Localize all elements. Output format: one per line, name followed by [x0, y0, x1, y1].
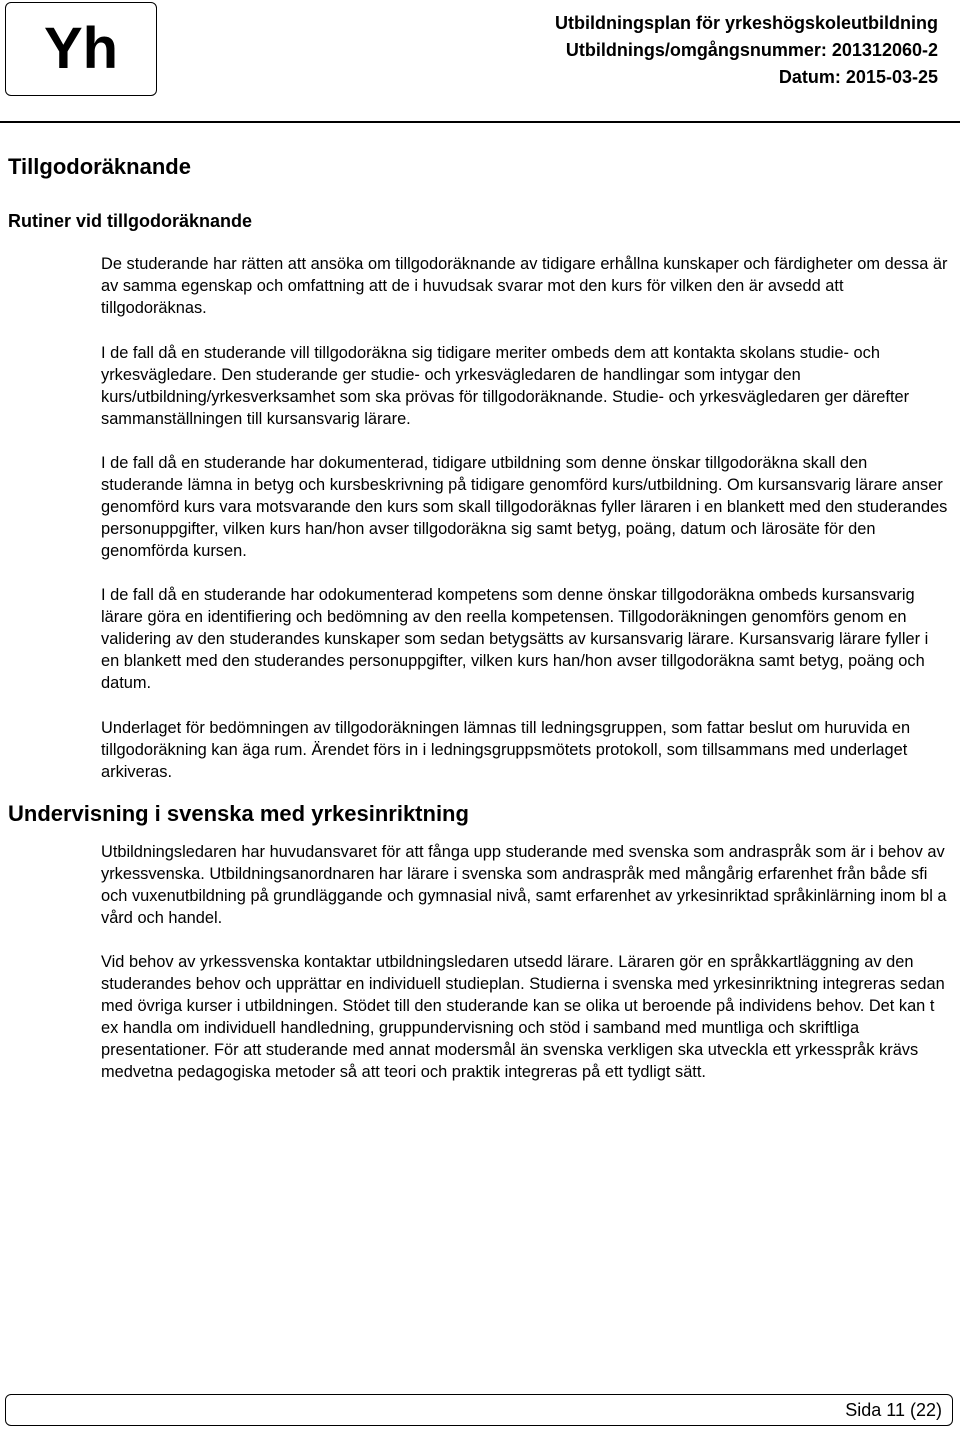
header-program-number: Utbildnings/omgångsnummer: 201312060-2 — [565, 40, 938, 60]
paragraph: I de fall då en studerande vill tillgodoräkna sig tidigare meriter ombeds dem att kontakta skolans studie- och yrkesvägledare. Den studerande ger studie- och yrkesvägledaren de handlingar som intygar den kurs/utbildning/yrkesverksamhet som ska prövas för tillgodoräknande. Studie- och yrkesvägledaren ger därefter sammanställningen till kursansvarig lärare. — [101, 344, 910, 428]
header-divider — [0, 121, 960, 123]
header-date: Datum: 2015-03-25 — [778, 67, 938, 87]
page-number: Sida 11 (22) — [845, 1400, 942, 1420]
logo-text: Yh — [43, 16, 119, 81]
page-footer — [5, 1394, 953, 1426]
header-plan-title: Utbildningsplan för yrkeshögskoleutbildning — [554, 13, 938, 33]
paragraph: Utbildningsledaren har huvudansvaret för att fånga upp studerande med svenska som andraspråk som är i behov av yrkessvenska. Utbildningsanordnaren har lärare i svenska som andraspråk med mångårig erfarenhet från både sfi och vuxenutbildning på grundläggande och gymnasial nivå, samt erfarenhet av yrkesinriktad språkinlärning inom bl a vård och handel. — [101, 843, 947, 927]
paragraph: De studerande har rätten att ansöka om tillgodoräknande av tidigare erhållna kunskaper och färdigheter om dessa är av samma egenskap och omfattning att de i huvudsak svarar mot den kurs för vilken den är avsedd att tillgodoräknas. — [101, 255, 948, 317]
paragraph: Vid behov av yrkessvenska kontaktar utbildningsledaren utsedd lärare. Läraren gör en språkkartläggning av den studerandes behov och upprättar en individuell studieplan. Studierna i svenska med yrkesinriktning integreras sedan med övriga kurser i utbildningen. Stödet till den studerande kan se olika ut beroende på individens behov. Det kan t ex handla om individuell handledning, gruppundervisning och stöd i samband med muntliga och skriftliga presentationer. För att studerande med annat modersmål än svenska verkligen ska utveckla ett yrkesspråk krävs medvetna pedagogiska metoder så att teori och praktik integreras på ett tydligt sätt. — [101, 953, 945, 1081]
section-title-swedish-teaching: Undervisning i svenska med yrkesinriktning — [8, 801, 469, 826]
subsection-title-routines: Rutiner vid tillgodoräknande — [8, 211, 253, 231]
document-header — [555, 10, 938, 91]
paragraph: I de fall då en studerande har odokumenterad kompetens som denne önskar tillgodoräkna ombeds kursansvarig lärare göra en identifiering och bedömning av den reella kompetensen. Tillgodoräkningen genomförs genom en validering av den studerandes kunskaper som sedan betygsätts av kursansvarig lärare. Kursansvarig lärare fyller i en blankett med den studerandes personuppgifter, vilken kurs han/hon avser tillgodoräkna samt betyg, poäng och datum. — [101, 586, 929, 692]
section-title-credit-transfer: Tillgodoräknande — [8, 154, 191, 179]
logo — [5, 2, 157, 96]
paragraph: Underlaget för bedömningen av tillgodoräkningen lämnas till ledningsgruppen, som fattar beslut om huruvida en tillgodoräkning kan äga rum. Ärendet förs in i ledningsgruppsmötets protokoll, som tillsammans med underlaget arkiveras. — [101, 719, 911, 781]
paragraph: I de fall då en studerande har dokumenterad, tidigare utbildning som denne önskar tillgodoräkna skall den studerande lämna in betyg och kursbeskrivning på tidigare genomförd kurs/utbildning. Om kursansvarig lärare anser genomförd kurs vara motsvarande den kurs som skall tillgodoräknas fyller läraren i en blankett med den studerandes personuppgifter, vilken kurs han/hon avser tillgodoräkna sig samt betyg, poäng, datum och lärosäte för den genomförda kursen. — [101, 454, 948, 560]
